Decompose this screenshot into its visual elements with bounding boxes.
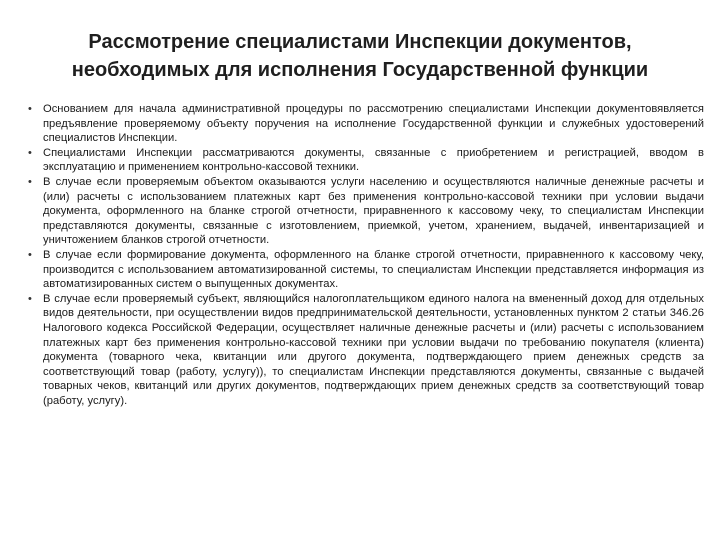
bullet-item-5 (28, 292, 704, 409)
bullet-text: В случае если проверяемым объектом оказываются услуги населению и осуществляются наличные денежные расчеты и (или) расчеты с использованием платежных карт без применения контрольно-кассовой техники при условии выдачи документа, оформленного на бланке строгой отчетности, приравненного к кассовому чеку, то специалистам Инспекции представляются документы, связанные с изготовлением, приемкой, учетом, хранением, выдачей, инвентаризацией и уничтожением бланков строгой отчетности. (43, 175, 704, 247)
bullet-icon: • (28, 292, 32, 305)
bullet-text: Основанием для начала административной процедуры по рассмотрению специалистами Инспекции документовявляется предъявление проверяемому объекту поручения на исполнение Государственной функции и служебных удостоверений специалистов Инспекции. (43, 103, 704, 145)
bullet-item-4 (28, 248, 704, 292)
slide-title (40, 28, 680, 84)
bullet-icon: • (28, 248, 32, 261)
bullet-icon: • (28, 146, 32, 159)
bullet-text: В случае если проверяемый субъект, являющийся налогоплательщиком единого налога на вмененный доход для отдельных видов деятельности, при осуществлении видов предпринимательской деятельности, установленных пунктом 2 статьи 346.26 Налогового кодекса Российской Федерации, осуществляет наличные денежные расчеты и (или) расчеты с использованием платежных карт без применения контрольно-кассовой техники при условии выдачи по требованию покупателя (клиента) документа (товарного чека, квитанции или другого документа, подтверждающего прием денежных средств за соответствующий товар (работу, услугу)), то специалистам Инспекции представляются документы, связанные с выдачей товарных чеков, квитанций или других документов, подтверждающих прием денежных средств за соответствующий товар (работу, услугу). (43, 292, 704, 407)
bullet-list (28, 102, 704, 408)
slide-title-line-1: Рассмотрение специалистами Инспекции документов, (88, 31, 632, 53)
bullet-icon: • (28, 175, 32, 188)
bullet-text: В случае если формирование документа, оформленного на бланке строгой отчетности, приравненного к кассовому чеку, производится с использованием автоматизированной системы, то специалистам Инспекции представляется информация из автоматизированных систем о выпущенных документах. (43, 248, 704, 291)
bullet-item-1 (28, 102, 704, 146)
bullet-item-2 (28, 146, 704, 175)
slide-title-line-2: необходимых для исполнения Государственной функции (71, 59, 649, 81)
bullet-text: Специалистами Инспекции рассматриваются документы, связанные с приобретением и регистрацией, вводом в эксплуатацию и применением контрольно-кассовой техники. (43, 146, 704, 174)
bullet-item-3 (28, 175, 704, 248)
bullet-icon: • (28, 103, 32, 115)
